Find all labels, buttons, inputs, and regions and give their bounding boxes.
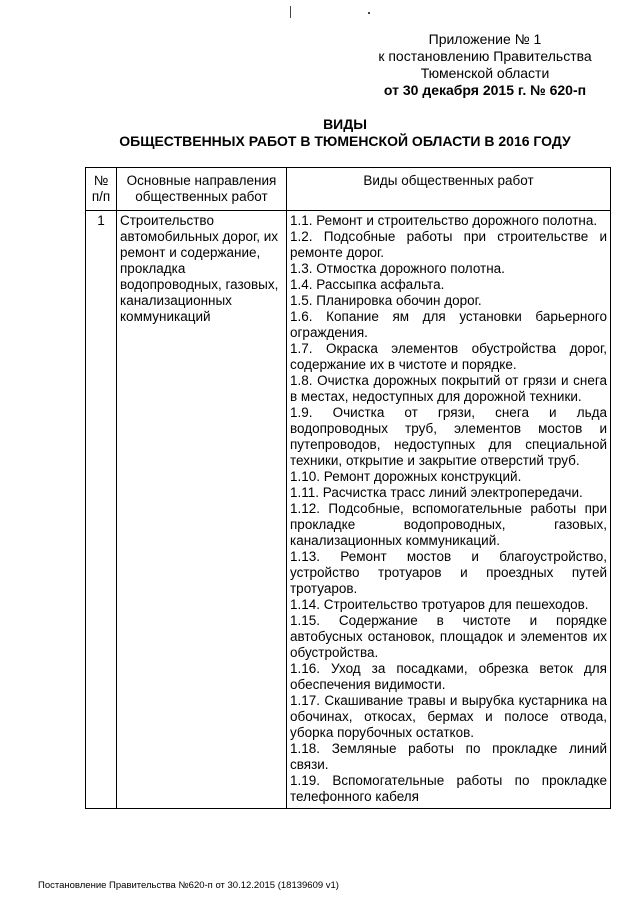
work-item: 1.3. Отмостка дорожного полотна. [290, 261, 505, 276]
header-direction: Основные направления общественных работ [117, 168, 287, 211]
document-title [90, 116, 600, 150]
work-item: 1.7. Окраска элементов обустройства дорог, содержание их в чистоте и порядке. [290, 341, 607, 372]
work-item: 1.16. Уход за посадками, обрезка веток для обеспечения видимости. [290, 661, 607, 692]
work-item: 1.8. Очистка дорожных покрытий от грязи и снега в местах, недоступных для дорожной техники. [290, 373, 607, 404]
work-item: 1.13. Ремонт мостов и благоустройство, устройство тротуаров и проездных путей тротуаров. [290, 549, 607, 596]
work-item: 1.15. Содержание в чистоте и порядке автобусных остановок, площадок и элементов их обустройства. [290, 613, 607, 660]
row-direction: Строительство автомобильных дорог, их ремонт и содержание, прокладка водопроводных, газовых, канализационных коммуникаций [117, 211, 287, 809]
work-item: 1.10. Ремонт дорожных конструкций. [290, 469, 522, 484]
title-line-1: ВИДЫ [323, 116, 367, 132]
header-number: № п/п [86, 168, 117, 211]
scan-speck [368, 12, 370, 14]
appendix-number: Приложение № 1 [428, 31, 542, 47]
header-works: Виды общественных работ [287, 168, 611, 211]
work-item: 1.18. Земляные работы по прокладке линий связи. [290, 741, 607, 772]
work-item: 1.9. Очистка от грязи, снега и льда водопроводных труб, элементов мостов и путепроводов, недоступных для специальной техники, открытие и закрытие отверстий труб. [290, 405, 607, 468]
table-row [86, 211, 611, 809]
work-item: 1.1. Ремонт и строительство дорожного полотна. [290, 213, 598, 228]
work-item: 1.19. Вспомогательные работы по прокладке телефонного кабеля [290, 773, 607, 804]
table-header-row [86, 168, 611, 211]
resolution-date: от 30 декабря 2015 г. № 620-п [383, 82, 587, 98]
scan-speck [290, 6, 291, 18]
resolution-ref: к постановлению Правительства [378, 48, 592, 64]
work-item: 1.12. Подсобные, вспомогательные работы при прокладке водопроводных, газовых, канализационных коммуникаций. [290, 501, 607, 548]
title-line-2: ОБЩЕСТВЕННЫХ РАБОТ В ТЮМЕНСКОЙ ОБЛАСТИ В 2016 ГОДУ [119, 133, 571, 149]
document-footer: Постановление Правительства №620-п от 30.12.2015 (18139609 v1) [38, 880, 339, 891]
public-works-table [85, 167, 611, 809]
region-name: Тюменской области [420, 65, 550, 81]
row-works [287, 211, 611, 809]
work-item: 1.5. Планировка обочин дорог. [290, 293, 482, 308]
work-item: 1.2. Подсобные работы при строительстве и ремонте дорог. [290, 229, 607, 260]
work-item: 1.11. Расчистка трасс линий электропередачи. [290, 485, 583, 500]
appendix-header [340, 31, 630, 99]
work-item: 1.4. Рассыпка асфальта. [290, 277, 445, 292]
row-number: 1 [86, 211, 117, 809]
work-item: 1.6. Копание ям для установки барьерного ограждения. [290, 309, 607, 340]
work-item: 1.14. Строительство тротуаров для пешеходов. [290, 597, 589, 612]
work-item: 1.17. Скашивание травы и вырубка кустарника на обочинах, откосах, бермах и полосе отвода, уборка порубочных остатков. [290, 693, 607, 740]
